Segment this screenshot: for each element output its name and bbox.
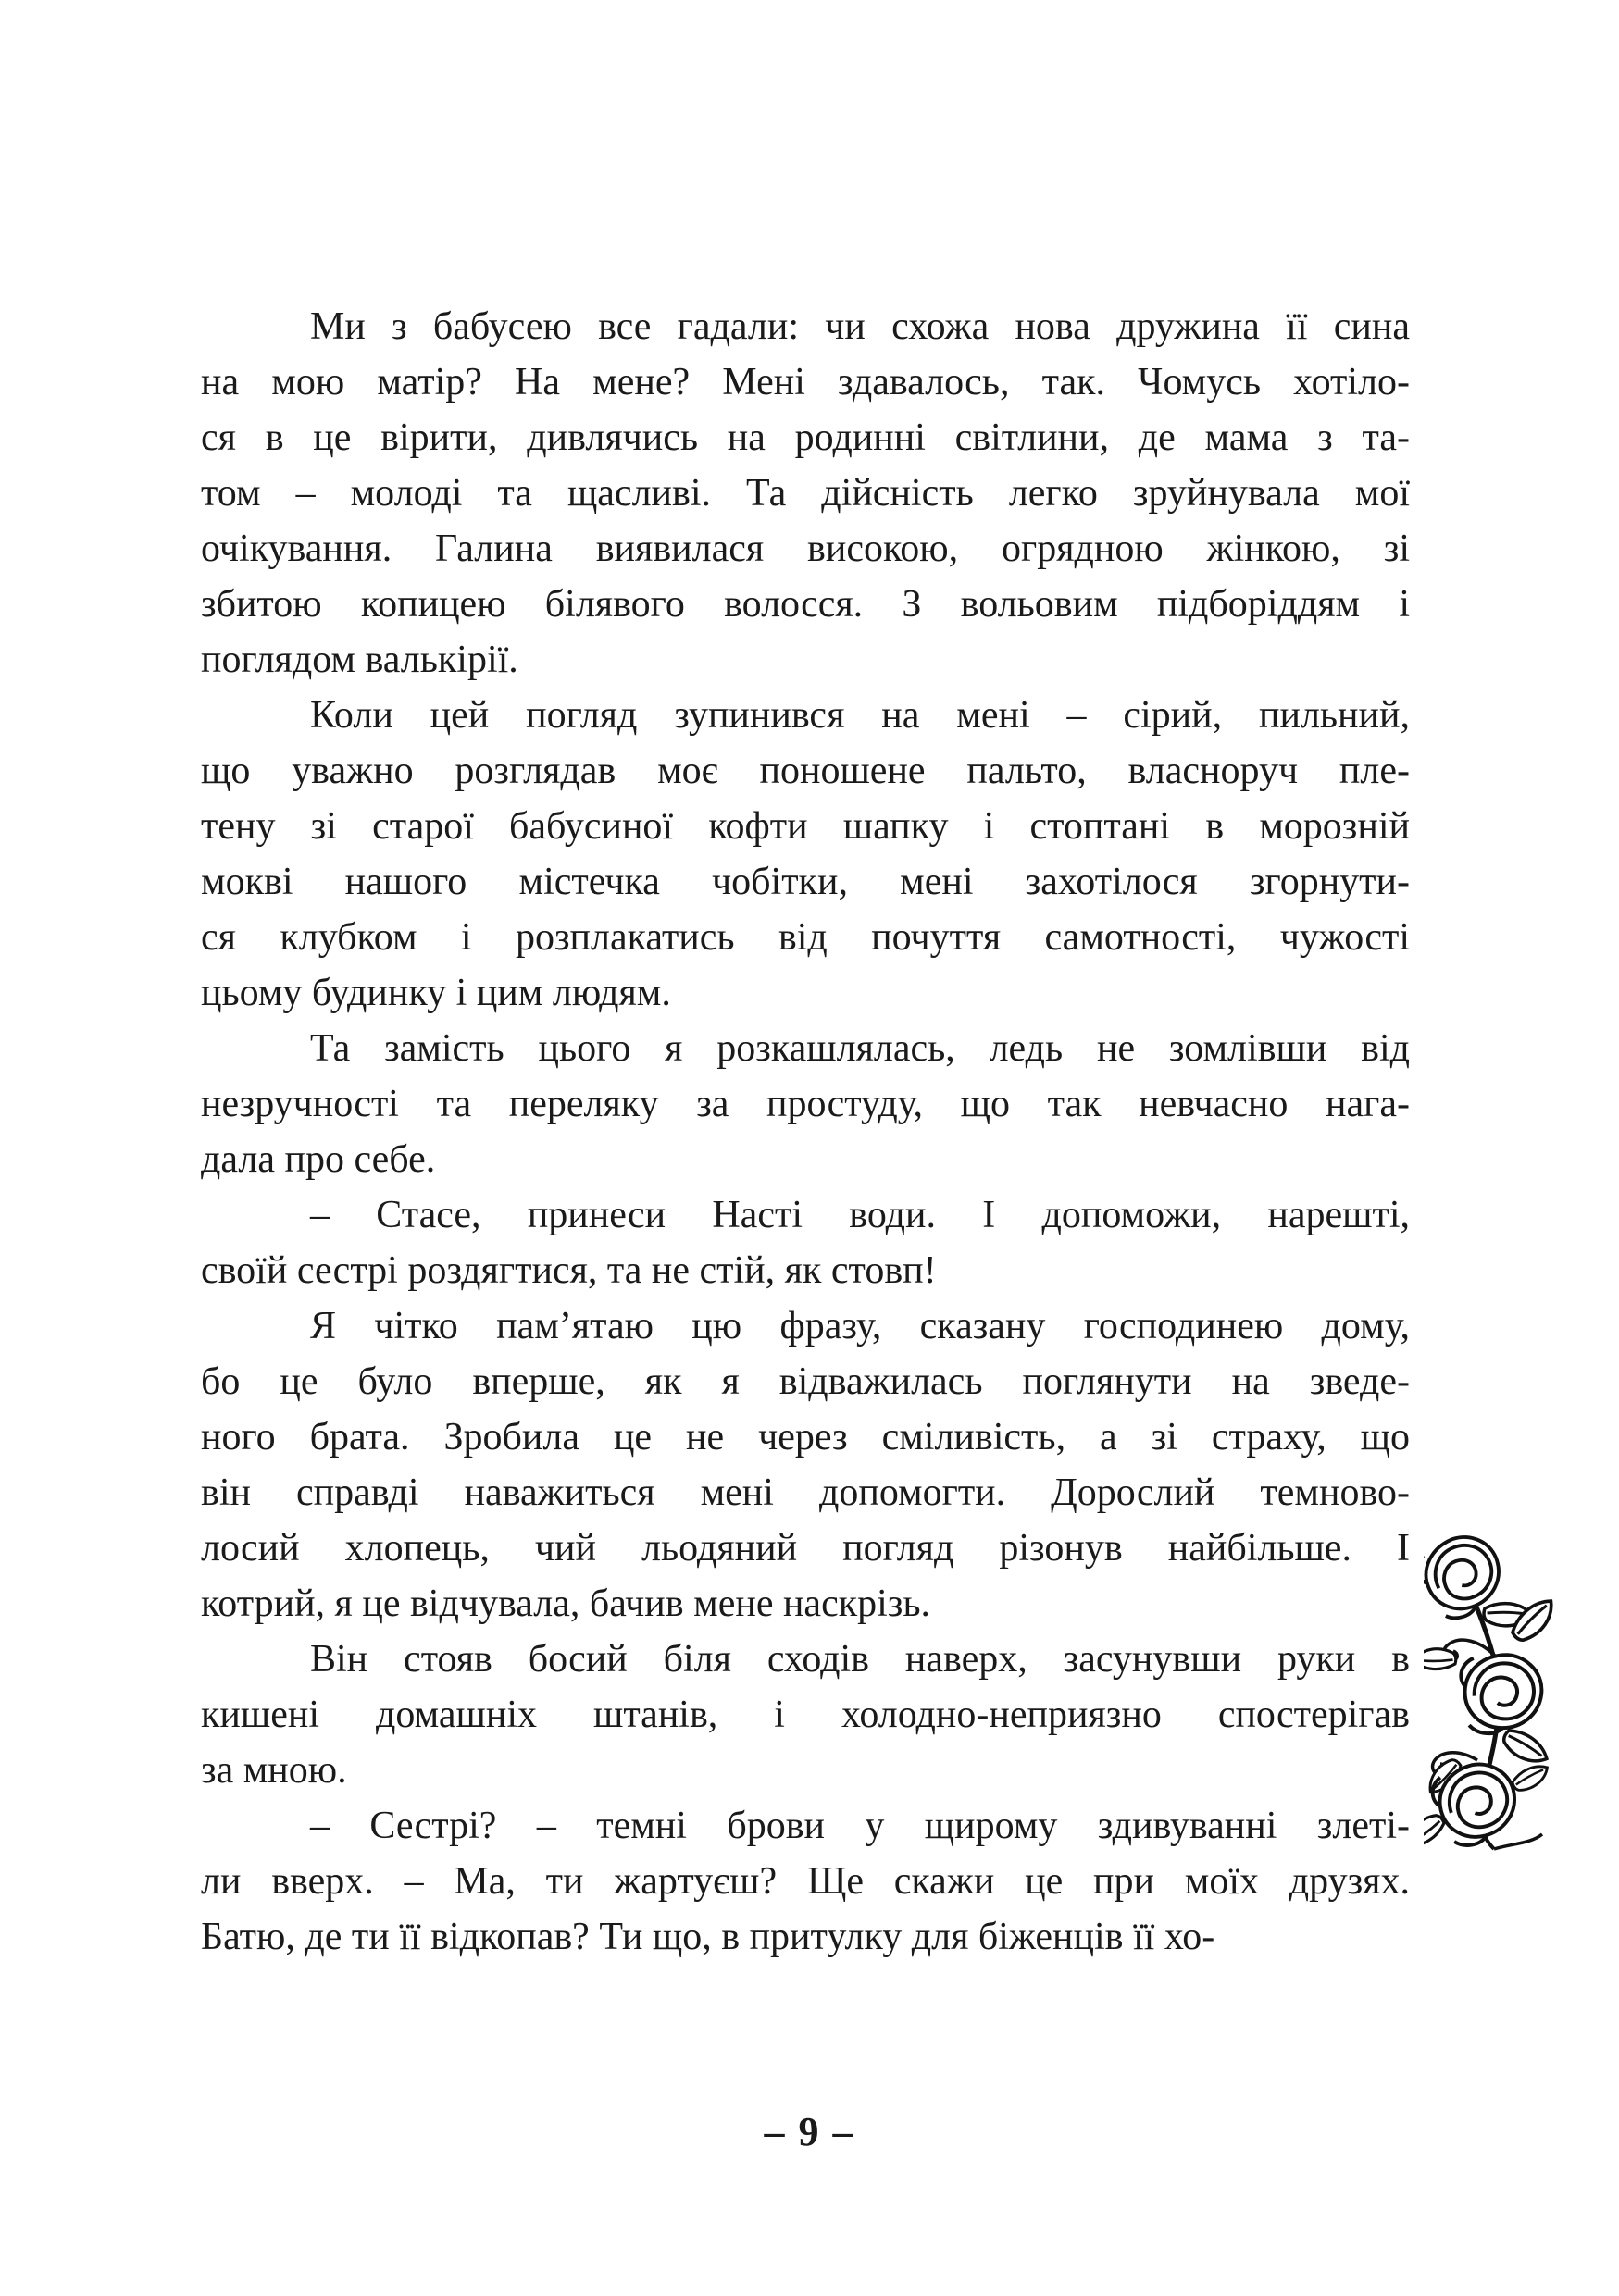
paragraph [201,1632,1410,1798]
text-line: своїй сестрі роздягтися, та не стій, як стовп! [201,1249,937,1292]
text-line: збитою копицею білявого волосся. З вольовим підборіддям і [201,583,1410,626]
paragraph [201,1187,1410,1298]
text-line: котрий, я це відчувала, бачив мене наскрізь. [201,1582,931,1625]
text-line: Він стояв босий біля сходів наверх, засунувши руки в [310,1638,1410,1681]
text-line: кишені домашніх штанів, і холодно-неприязно спостерігав [201,1694,1410,1736]
text-line: незручності та переляку за простуду, що так невчасно нага- [201,1083,1410,1125]
text-line: – Стасе, принеси Насті води. І допоможи, нарешті, [310,1194,1410,1236]
text-line: він справді наважиться мені допомогти. Дорослий темново- [201,1471,1410,1514]
text-line: цьому будинку і цим людям. [201,972,671,1014]
paragraph [201,1298,1410,1632]
text-line: ного брата. Зробила це не через сміливість, а зі страху, що [201,1416,1410,1458]
text-line: що уважно розглядав моє поношене пальто, власноруч пле- [201,750,1410,792]
text-line: очікування. Галина виявилася високою, огрядною жінкою, зі [201,527,1410,570]
text-line: том – молоді та щасливі. Та дійсність легко зруйнувала мої [201,472,1410,515]
text-line: Я чітко пам’ятаю цю фразу, сказану господинею дому, [310,1305,1410,1347]
text-line: тену зі старої бабусиної кофти шапку і стоптані в морозній [201,805,1410,848]
text-line: бо це було вперше, як я відважилась поглянути на зведе- [201,1360,1410,1403]
text-line: Ми з бабусею все гадали: чи схожа нова дружина її сина [310,305,1410,348]
page-text [201,299,1410,1965]
text-line: Батю, де ти її відкопав? Ти що, в притулку для біженців її хо- [201,1916,1215,1958]
paragraph [201,1021,1410,1187]
rose-vine-icon [1424,1518,1563,1855]
text-line: ся в це вірити, дивлячись на родинні світлини, де мама з та- [201,416,1410,459]
page-number: – 9 – [764,2109,855,2154]
paragraph [201,688,1410,1021]
text-line: ся клубком і розплакатись від почуття самотності, чужості [201,916,1410,959]
paragraph [201,299,1410,688]
paragraph [201,1798,1410,1965]
text-line: дала про себе. [201,1138,436,1181]
text-line: ли вверх. – Ма, ти жартуєш? Ще скажи це при моїх друзях. [201,1860,1410,1903]
text-line: поглядом валькірії. [201,639,518,681]
text-line: за мною. [201,1749,347,1792]
text-line: Та замість цього я розкашлялась, ледь не зомлівши від [310,1027,1410,1070]
text-line: на мою матір? На мене? Мені здавалось, так. Чомусь хотіло- [201,361,1410,403]
text-line: мокві нашого містечка чобітки, мені захотілося згорнути- [201,861,1410,903]
text-line: лосий хлопець, чий льодяний погляд різонув найбільше. І [201,1527,1410,1570]
text-line: Коли цей погляд зупинився на мені – сірий, пильний, [310,694,1410,737]
text-line: – Сестрі? – темні брови у щирому здивуванні злеті- [310,1805,1410,1847]
